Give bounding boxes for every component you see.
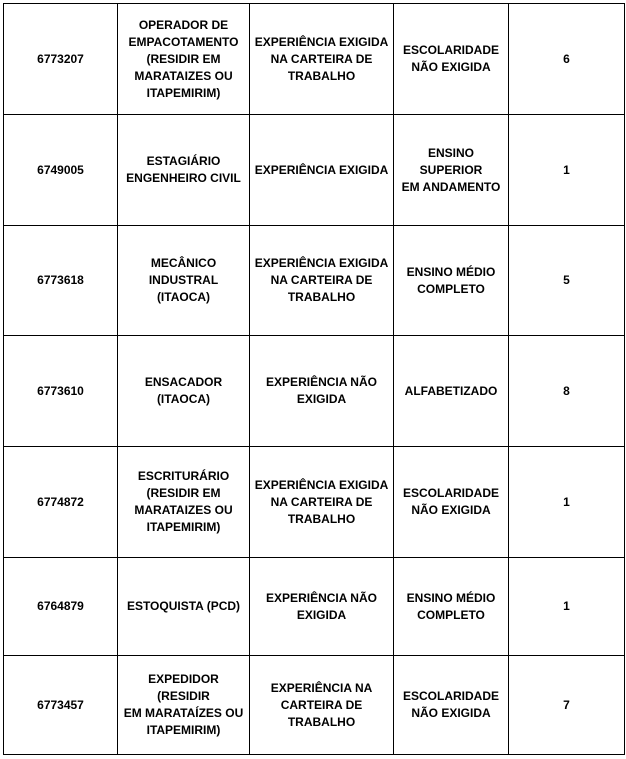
experience-requirement: EXPERIÊNCIA EXIGIDA [250, 115, 394, 226]
experience-requirement: EXPERIÊNCIA EXIGIDA NA CARTEIRA DE TRABALHO [250, 4, 394, 115]
job-code: 6773618 [4, 226, 118, 336]
table-row [4, 558, 625, 656]
vacancy-count: 1 [509, 447, 625, 558]
experience-requirement: EXPERIÊNCIA EXIGIDA NA CARTEIRA DE TRABALHO [250, 447, 394, 558]
job-title: ESTOQUISTA (PCD) [118, 558, 250, 656]
job-title: ESTAGIÁRIO ENGENHEIRO CIVIL [118, 115, 250, 226]
job-title: EXPEDIDOR (RESIDIR EM MARATAÍZES OU ITAPEMIRIM) [118, 656, 250, 755]
education-requirement: ESCOLARIDADE NÃO EXIGIDA [394, 4, 509, 115]
education-requirement: ESCOLARIDADE NÃO EXIGIDA [394, 656, 509, 755]
experience-requirement: EXPERIÊNCIA NÃO EXIGIDA [250, 558, 394, 656]
experience-requirement: EXPERIÊNCIA NA CARTEIRA DE TRABALHO [250, 656, 394, 755]
vacancy-count: 8 [509, 336, 625, 447]
table-row [4, 656, 625, 755]
job-code: 6773610 [4, 336, 118, 447]
table-row [4, 336, 625, 447]
table-row [4, 447, 625, 558]
education-requirement: ESCOLARIDADE NÃO EXIGIDA [394, 447, 509, 558]
table-row [4, 226, 625, 336]
table-row [4, 4, 625, 115]
job-code: 6773457 [4, 656, 118, 755]
education-requirement: ENSINO MÉDIO COMPLETO [394, 226, 509, 336]
job-title: OPERADOR DE EMPACOTAMENTO (RESIDIR EM MARATAIZES OU ITAPEMIRIM) [118, 4, 250, 115]
job-title: ENSACADOR (ITAOCA) [118, 336, 250, 447]
education-requirement: ALFABETIZADO [394, 336, 509, 447]
vacancy-count: 1 [509, 558, 625, 656]
experience-requirement: EXPERIÊNCIA EXIGIDA NA CARTEIRA DE TRABALHO [250, 226, 394, 336]
education-requirement: ENSINO SUPERIOR EM ANDAMENTO [394, 115, 509, 226]
vacancy-count: 5 [509, 226, 625, 336]
vacancy-count: 1 [509, 115, 625, 226]
job-code: 6774872 [4, 447, 118, 558]
experience-requirement: EXPERIÊNCIA NÃO EXIGIDA [250, 336, 394, 447]
job-code: 6764879 [4, 558, 118, 656]
vacancy-count: 7 [509, 656, 625, 755]
job-code: 6773207 [4, 4, 118, 115]
vacancy-count: 6 [509, 4, 625, 115]
job-title: ESCRITURÁRIO (RESIDIR EM MARATAIZES OU ITAPEMIRIM) [118, 447, 250, 558]
education-requirement: ENSINO MÉDIO COMPLETO [394, 558, 509, 656]
job-vacancies-table [3, 3, 625, 755]
table-row [4, 115, 625, 226]
job-code: 6749005 [4, 115, 118, 226]
job-title: MECÂNICO INDUSTRAL (ITAOCA) [118, 226, 250, 336]
